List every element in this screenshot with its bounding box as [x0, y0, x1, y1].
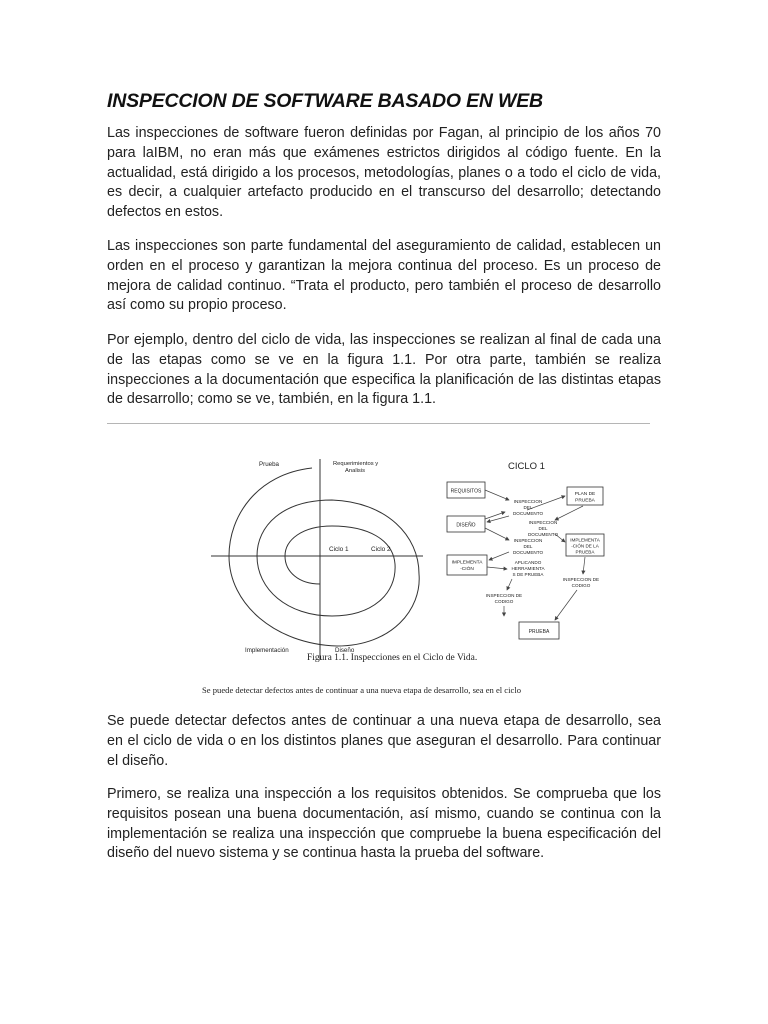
aplicando-line3: S DE PRUEBA [512, 572, 544, 577]
insp-codigo-b-line1: INSPECCION DE [562, 577, 600, 582]
spiral-label-analisis: Analisis [345, 468, 365, 474]
aplicando-line1: APLICANDO [514, 560, 542, 565]
insp-doc-c-line3: DOCUMENTO [512, 550, 544, 555]
insp-doc-b-line1: INSPECCION [528, 520, 558, 525]
insp-doc-c-line1: INSPECCION [513, 538, 543, 543]
arrow-aplicando-codigo [507, 579, 512, 590]
spiral-label-ciclo-2: Ciclo 2 [371, 546, 391, 553]
spiral-label-implementacion: Implementación [245, 647, 289, 654]
spiral-diagram [211, 459, 423, 660]
box-diseno-label: DISEÑO [456, 522, 476, 529]
paragraph-4: Se puede detectar defectos antes de continuar a una nueva etapa de desarrollo, sea en el ciclo de vida o en los distintos planes que aseguran el desarrollo. Para continuar el diseño. [107, 713, 661, 769]
arrow-plan-insp [555, 506, 583, 520]
spiral-inner-loop [285, 526, 395, 584]
paragraph-1: Las inspecciones de software fueron definidas por Fagan, al principio de los años 70 para laIBM, no eran más que exámenes estrictos dirigidos al código fuente. En la actualidad, está dirigido a los procesos, metodologías, planes o a todo el ciclo de vida, es decir, a cualquier artefacto producido en el transcurso del desarrollo; detectando defectos en estos. [107, 125, 661, 221]
figure-svg [107, 424, 651, 700]
box-requisitos-label: REQUISITOS [450, 488, 482, 495]
insp-codigo-b-line2: CODIGO [571, 583, 591, 588]
insp-doc-a-line3: DOCUMENTO [512, 511, 544, 516]
box-implementacion-line2: -CIÓN [460, 567, 474, 572]
insp-doc-a-line1: INSPECCION [513, 499, 543, 504]
arrow-requisitos-insp [485, 490, 509, 500]
spiral-label-diseno: Diseño [335, 647, 355, 654]
arrow-insp-implprueba [555, 534, 565, 542]
arrow-diseno-insp [485, 528, 509, 540]
paragraph-3: Por ejemplo, dentro del ciclo de vida, las inspecciones se realizan al final de cada una de las etapas como se ve en la figura 1.1. Por otra parte, también se realiza inspecciones a la documentación que especifica la planificación de las distintas etapas de desarrollo; como se ve, también, en la figura 1.1. [107, 332, 661, 408]
insp-codigo-a-line2: CODIGO [494, 599, 514, 604]
arrow-codigo-prueba [555, 590, 577, 620]
box-plan-prueba-line1: PLAN DE [574, 492, 596, 497]
spiral-label-requerimientos: Requerimientos y [333, 461, 379, 467]
figure-subcaption: Se puede detectar defectos antes de continuar a una nueva etapa de desarrollo, sea en el ciclo [202, 685, 522, 695]
insp-doc-a-line2: DEL [523, 505, 533, 510]
box-implementacion-line1: IMPLEMENTA [451, 560, 483, 566]
figure-1-1 [107, 424, 651, 700]
figure-caption: Figura 1.1. Inspecciones en el Ciclo de Vida. [307, 653, 478, 663]
aplicando-line2: HERRAMIENTA [511, 566, 545, 571]
arrow-insp-implementacion [489, 552, 509, 560]
spiral-outer-loop [229, 468, 419, 646]
box-prueba-label: PRUEBA [528, 629, 550, 635]
document-title: INSPECCION DE SOFTWARE BASADO EN WEB [107, 90, 543, 112]
box-impl-prueba-line3: PRUEBA [575, 549, 595, 555]
box-impl-prueba-line2: -CIÓN DE LA [571, 543, 599, 549]
insp-codigo-a-line1: INSPECCION DE [485, 593, 523, 598]
insp-doc-b-line2: DEL [538, 526, 548, 531]
arrow-implprueba-codigo [583, 557, 585, 574]
box-plan-prueba-line2: PRUEBA [575, 498, 595, 504]
insp-doc-c-line2: DEL [523, 544, 533, 549]
arrow-impl-aplicando [487, 567, 507, 569]
box-impl-prueba-line1: IMPLEMENTA [570, 537, 600, 543]
paragraph-2: Las inspecciones son parte fundamental del aseguramiento de calidad, establecen un orden en el proceso y garantizan la mejora continua del proceso. Es un proceso de mejora de calidad continuo. “Trata el producto, pero también el proceso de desarrollo así como su propio proceso. [107, 238, 661, 314]
insp-doc-b-line3: DOCUMENTO [527, 532, 559, 537]
paragraph-5: Primero, se realiza una inspección a los requisitos obtenidos. Se comprueba que los requisitos posean una buena documentación, así mismo, cuando se continua con la implementación se realiza una inspección que compruebe la buena especificación del diseño del nuevo sistema y se continua hasta la prueba del software. [107, 786, 661, 862]
spiral-middle-loop [257, 500, 419, 616]
spiral-label-ciclo-1: Ciclo 1 [329, 546, 349, 553]
cycle-heading: CICLO 1 [508, 461, 545, 472]
cycle-diagram [447, 461, 604, 639]
spiral-label-prueba: Prueba [259, 461, 279, 468]
